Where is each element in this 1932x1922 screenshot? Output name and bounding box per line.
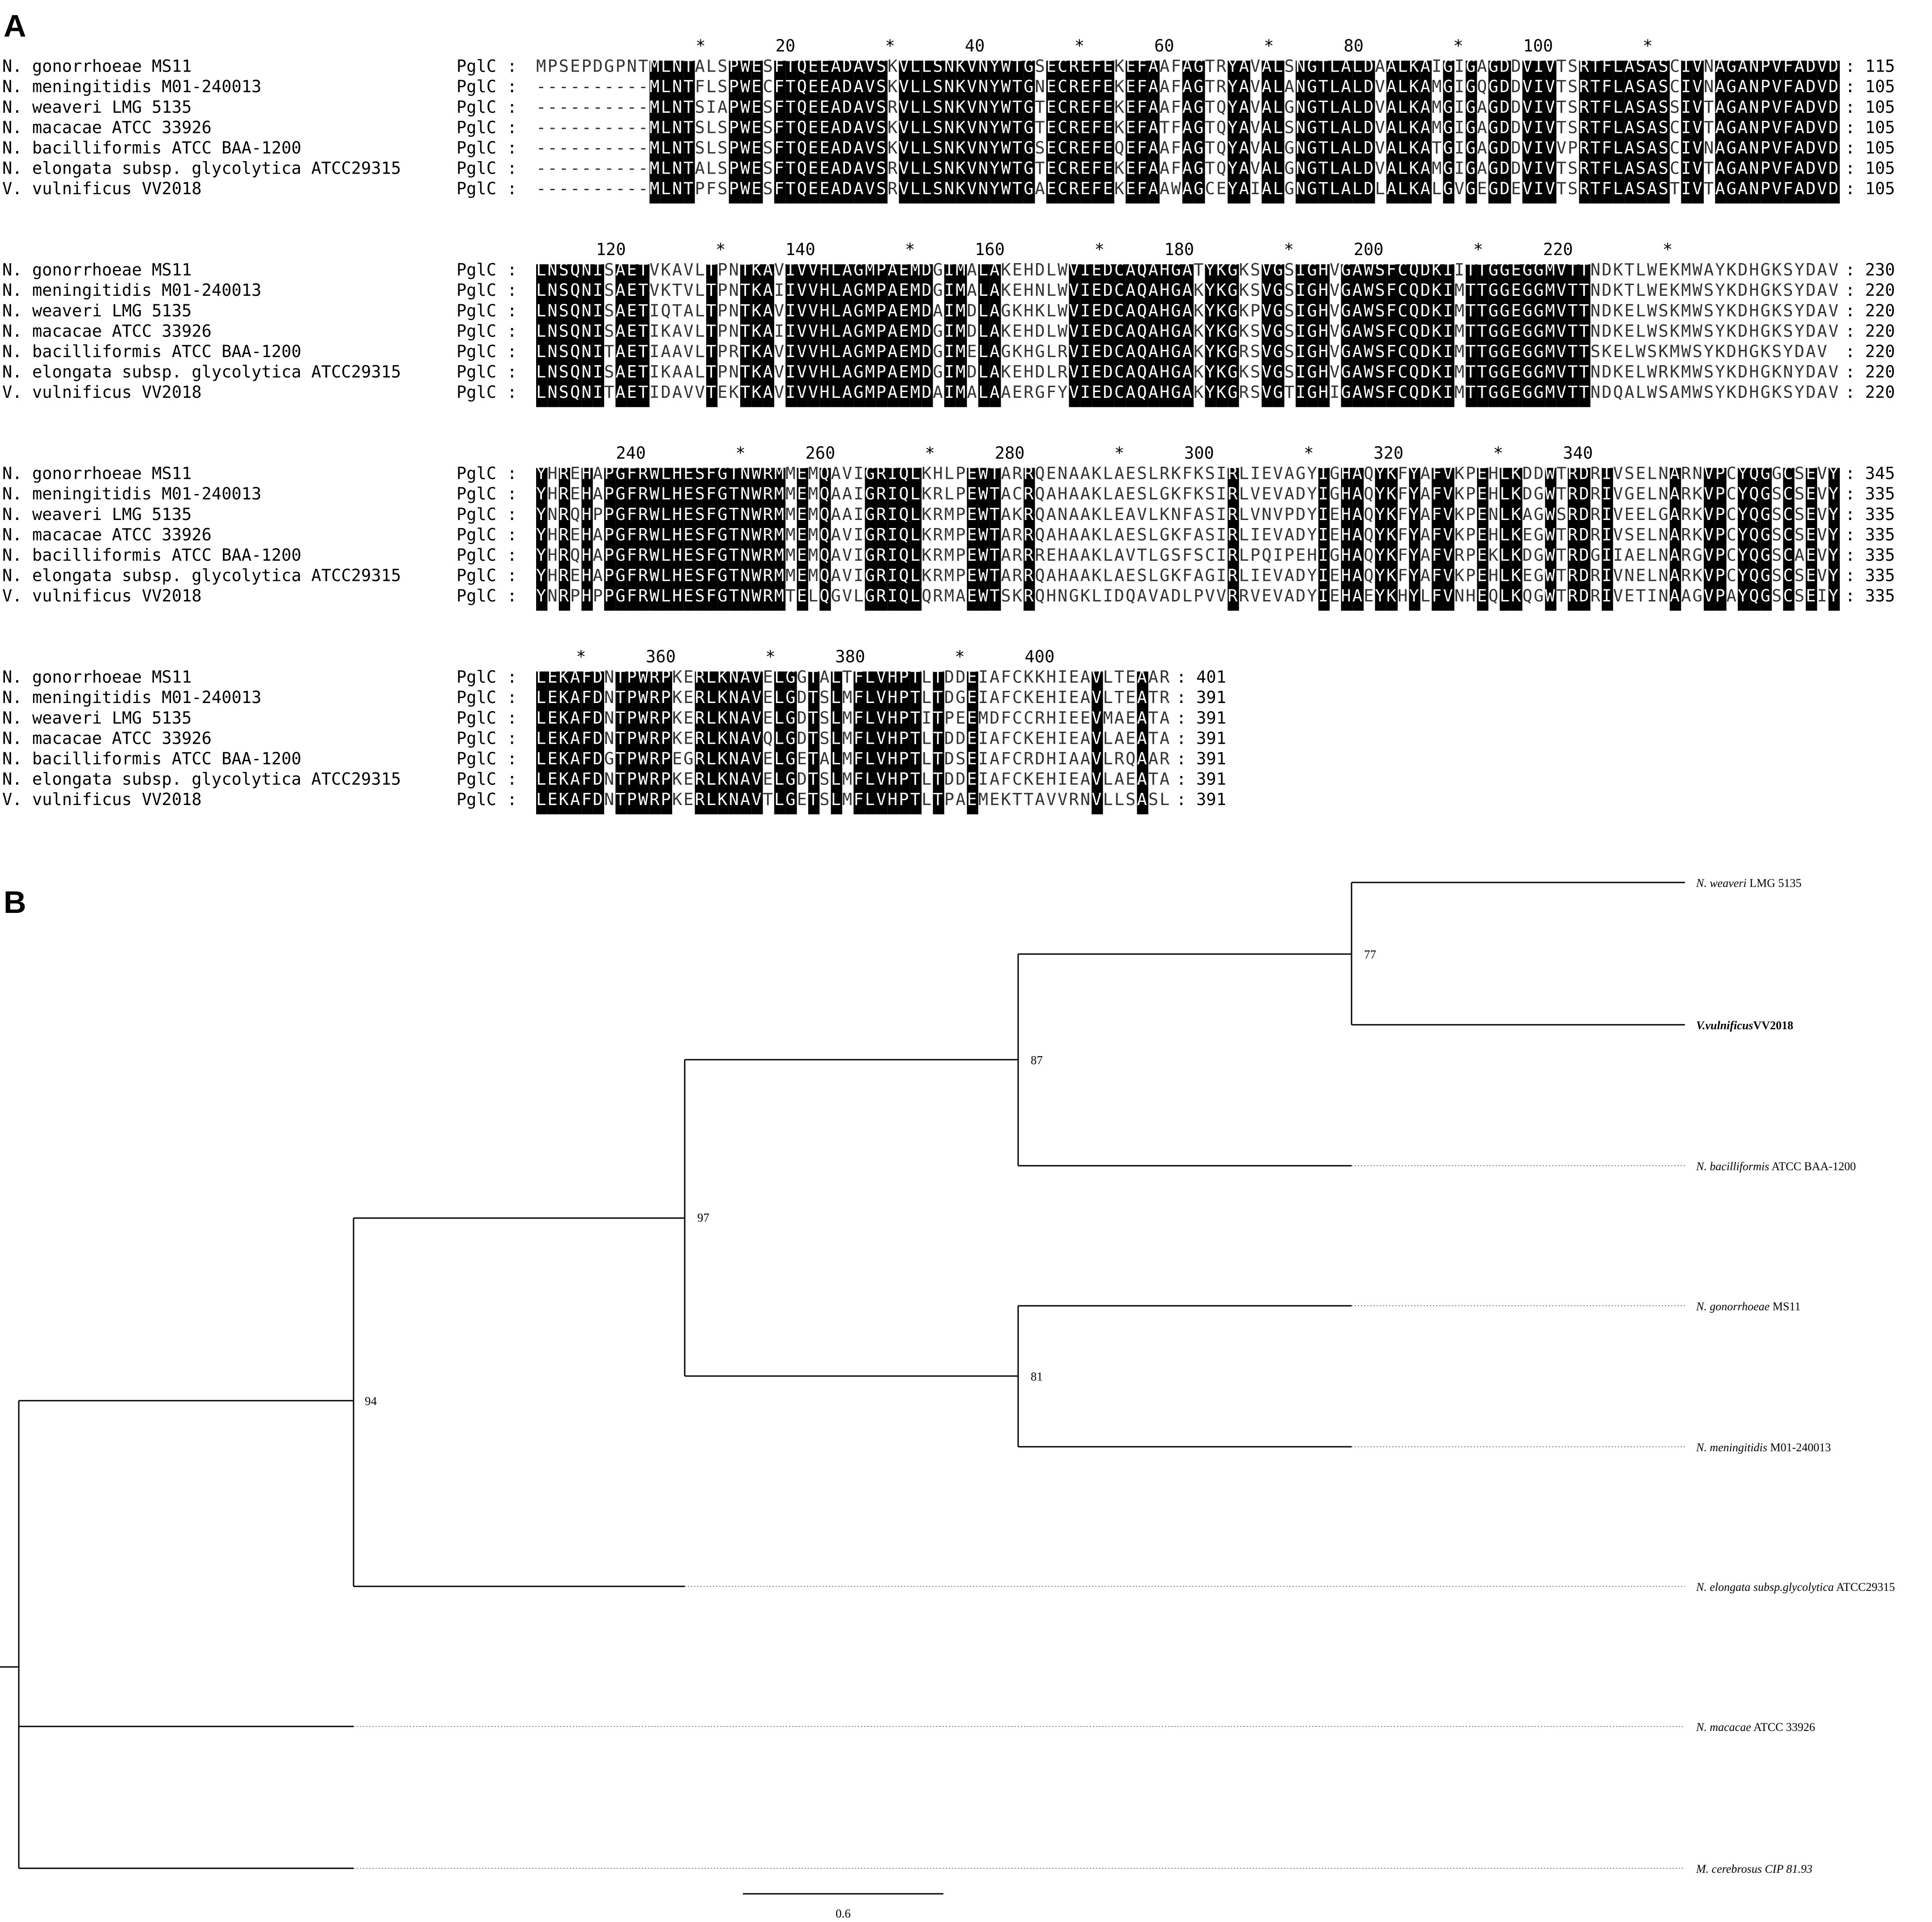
separator: : (507, 729, 517, 748)
sequence-row: ----------MLNTFLSPWECFTQEEADAVSKVLLSNKVNYWTGNECREFEKEFAAFAGTRYAVALANGTLALDVALKAMGIGQGDDVIVTSRTFLASASCIVNAGANPVFADVD (536, 77, 1838, 97)
species-name: N. elongata subsp. glycolytica ATCC29315 (2, 769, 401, 789)
sequence-row: LEKAFDNTPWRPKERLKNAVELGDTSLMFLVHPTITPEEMDFCCRHIEEVMAEATA (536, 708, 1170, 728)
separator: : (507, 118, 517, 137)
sequence-row: YNRPHPPGFRWLHESFGTNWRMTELQGVLGRIQLQRMAEWTSKRQHNGKLIDQAVADLPVVRRVEVADYIEHAEYKHYLFVNHEQLKQGWTRDRIVETINAAGVPAYQGSCSEIY (536, 586, 1838, 606)
leaf-label-highlighted: V.vulnificusVV2018 (1696, 1019, 1793, 1032)
protein-name: PglC (456, 97, 497, 117)
species-name: N. weaveri LMG 5135 (2, 708, 192, 728)
separator: : (507, 97, 517, 117)
protein-name: PglC (456, 790, 497, 810)
separator: : (507, 342, 517, 361)
sequence-row: YHREHAPGFRWLHESFGTNWRMMEMQAVIGRIQLKRMPEWTARRQAHAAKLAESLGKFAGIRLIEVADYIEHAQYKFYAFVKPEHLKEGWTRDRIVNELNARKVPCYQGSCSEVY (536, 566, 1838, 585)
end-position: : 115 (1845, 56, 1895, 76)
protein-name: PglC (456, 504, 497, 524)
species-name: N. gonorrhoeae MS11 (2, 56, 192, 76)
species-name: N. macacae ATCC 33926 (2, 321, 212, 341)
end-position: : 105 (1845, 179, 1895, 199)
species-name: N. elongata subsp. glycolytica ATCC29315 (2, 566, 401, 585)
position-ruler: * 360 * 380 * 400 (536, 647, 1055, 666)
species-name: N. gonorrhoeae MS11 (2, 464, 192, 483)
protein-name: PglC (456, 179, 497, 199)
protein-name: PglC (456, 545, 497, 565)
species-name: N. meningitidis M01-240013 (2, 484, 262, 504)
sequence-row: LNSQNISAETIKAVLTPNTKAIIVVHLAGMPAEMDGIMDLAKEHDLWVIEDCAQAHGAKYKGKSVGSIGHVGAWSFCQDKIMTTGGEGGMVTTNDKELWSKMWSYKDHGKSYDAV (536, 321, 1838, 341)
species-name: V. vulnificus VV2018 (2, 790, 202, 810)
end-position: : 401 (1176, 667, 1226, 687)
end-position: : 345 (1845, 464, 1895, 483)
sequence-row: ----------MLNTALSPWESFTQEEADAVSRVLLSNKVNYWTGTECREFEKEFAAFAGTQYAVALGNGTLALDVALKAMGIGAGDDVIVTSRTFLASASCIVTAGANPVFADVD (536, 158, 1838, 178)
end-position: : 105 (1845, 118, 1895, 137)
separator: : (507, 545, 517, 565)
sequence-row: YHREHAPGFRWLHESFGTNWRMMEMQAVIGRIQLKHLPEWTARRQENAAKLAESLRKFKSIRLIEVAGYIGHAQYKFYAFVKPEHLKDDWTRDRIVSELNARNVPCYQGGCSEVY (536, 464, 1838, 483)
leaf-label: N. macacae ATCC 33926 (1696, 1721, 1815, 1734)
end-position: : 105 (1845, 158, 1895, 178)
species-name: N. bacilliformis ATCC BAA-1200 (2, 342, 302, 361)
protein-name: PglC (456, 708, 497, 728)
protein-name: PglC (456, 118, 497, 137)
separator: : (507, 790, 517, 810)
leaf-label: N. elongata subsp.glycolytica ATCC29315 (1696, 1581, 1895, 1594)
species-name: N. weaveri LMG 5135 (2, 97, 192, 117)
separator: : (507, 688, 517, 707)
separator: : (507, 138, 517, 158)
species-name: N. macacae ATCC 33926 (2, 729, 212, 748)
separator: : (507, 586, 517, 606)
protein-name: PglC (456, 383, 497, 402)
separator: : (507, 464, 517, 483)
species-name: N. bacilliformis ATCC BAA-1200 (2, 749, 302, 768)
end-position: : 220 (1845, 321, 1895, 341)
position-ruler: * 20 * 40 * 60 * 80 * 100 * (536, 36, 1653, 55)
end-position: : 391 (1176, 729, 1226, 748)
sequence-row: LNSQNISAETVKAVLTPNTKAVIVVHLAGMPAEMDGIMALAKEHDLWVIEDCAQAHGATYKGKSVGSIGHVGAWSFCQDKIITTGGEGGMVTTNDKTLWEKMWAYKDHGKSYDAV (536, 260, 1838, 280)
end-position: : 391 (1176, 790, 1226, 810)
species-name: N. elongata subsp. glycolytica ATCC29315 (2, 158, 401, 178)
end-position: : 335 (1845, 566, 1895, 585)
end-position: : 335 (1845, 525, 1895, 545)
protein-name: PglC (456, 769, 497, 789)
separator: : (507, 260, 517, 280)
position-ruler: 240 * 260 * 280 * 300 * 320 * 340 (536, 443, 1593, 463)
end-position: : 335 (1845, 504, 1895, 524)
species-name: N. elongata subsp. glycolytica ATCC29315 (2, 362, 401, 382)
separator: : (507, 56, 517, 76)
species-name: N. weaveri LMG 5135 (2, 301, 192, 320)
separator: : (507, 383, 517, 402)
protein-name: PglC (456, 342, 497, 361)
separator: : (507, 504, 517, 524)
protein-name: PglC (456, 138, 497, 158)
leaf-label: N. gonorrhoeae MS11 (1696, 1300, 1801, 1313)
sequence-row: ----------MLNTPFSPWESFTQEEADAVSRVLLSNKVNYWTGAECREFEKEFAAWAGCEYAIALGNGTLALDLALKALGVGEGDEVIVTSRTFLASASTIVTAGANPVFADVD (536, 179, 1838, 199)
species-name: V. vulnificus VV2018 (2, 586, 202, 606)
bootstrap-87: 87 (1031, 1053, 1043, 1067)
leaf-label: M. cerebrosus CIP 81.93 (1696, 1862, 1813, 1875)
panel-label-b: B (4, 885, 26, 920)
species-name: V. vulnificus VV2018 (2, 383, 202, 402)
protein-name: PglC (456, 566, 497, 585)
separator: : (507, 566, 517, 585)
species-name: N. meningitidis M01-240013 (2, 281, 262, 300)
separator: : (507, 749, 517, 768)
sequence-row: LNSQNITAETIAAVLTPRTKAVIVVHLAGMPAEMDGIMELAGKHGLRVIEDCAQAHGAKYKGRSVGSIGHVGAWSFCQDKIMTTGGEGGMVTTSKELWSKMWSYKDHGKSYDAV (536, 342, 1827, 361)
species-name: V. vulnificus VV2018 (2, 179, 202, 199)
protein-name: PglC (456, 77, 497, 97)
bootstrap-77: 77 (1364, 948, 1376, 961)
end-position: : 220 (1845, 281, 1895, 300)
protein-name: PglC (456, 525, 497, 545)
protein-name: PglC (456, 260, 497, 280)
protein-name: PglC (456, 281, 497, 300)
separator: : (507, 525, 517, 545)
sequence-row: ----------MLNTSIAPWESFTQEEADAVSRVLLSNKVNYWTGTECREFEKEFAAFAGTQYAVALGNGTLALDVALKAMGIGAGDDVIVTSRTFLASASSIVTAGANPVFADVD (536, 97, 1838, 117)
scale-bar-label: 0.6 (836, 1907, 851, 1920)
species-name: N. macacae ATCC 33926 (2, 525, 212, 545)
sequence-row: LEKAFDNTPWRPKERLKNAVELGGTALTFLVHPTLTDDEIAFCKKHIEAVLTEAAR (536, 667, 1170, 687)
sequence-row: YHREHAPGFRWLHESFGTNWRMMEMQAAIGRIQLKRLPEWTACRQAHAAKLAESLGKFKSIRLVEVADYIGHAQYKFYAFVKPEHLKDGWTRDRIVGELNARKVPCYQGSCSEVY (536, 484, 1838, 504)
sequence-row: YHRQHAPGFRWLHESFGTNWRMMEMQAVIGRIQLKRMPEWTARRREHAAKLAVTLGSFSCIRLPQIPEHIGHAQYKFYAFVRPEKLKDGWTRDGIIAELNARGVPCYQGSCAEVY (536, 545, 1838, 565)
protein-name: PglC (456, 158, 497, 178)
sequence-row: LEKAFDGTPWRPEGRLKNAVELGETALMFLVHPTLTDSEIAFCRDHIAAVLRQAAR (536, 749, 1170, 768)
protein-name: PglC (456, 362, 497, 382)
protein-name: PglC (456, 688, 497, 707)
species-name: N. weaveri LMG 5135 (2, 504, 192, 524)
species-name: N. meningitidis M01-240013 (2, 688, 262, 707)
protein-name: PglC (456, 56, 497, 76)
separator: : (507, 301, 517, 320)
sequence-row: ----------MLNTSLSPWESFTQEEADAVSKVLLSNKVNYWTGSECREFEQEFAAFAGTQYAVALGNGTLALDVALKATGIGAGDDVIVVPRTFLASASCIVNAGANPVFADVD (536, 138, 1838, 158)
sequence-row: LNSQNISAETIQTALTPNTKAVIVVHLAGMPAEMDAIMDLAGKHKLWVIEDCAQAHGAKYKGKPVGSIGHVGAWSFCQDKIMTTGGEGGMVTTNDKELWSKMWSYKDHGKSYDAV (536, 301, 1838, 320)
end-position: : 230 (1845, 260, 1895, 280)
species-name: N. bacilliformis ATCC BAA-1200 (2, 545, 302, 565)
sequence-row: MPSEPDGPNTMLNTALSPWESFTQEEADAVSKVLLSNKVNYWTGSECREFEKEFAAFAGTRYAVALSNGTLALDAALKAIGIGAGDDVIVTSRTFLASASCIVNAGANPVFADVD (536, 56, 1838, 76)
separator: : (507, 362, 517, 382)
bootstrap-97: 97 (697, 1211, 709, 1224)
leaf-label: N. meningitidis M01-240013 (1696, 1441, 1831, 1454)
separator: : (507, 281, 517, 300)
species-name: N. gonorrhoeae MS11 (2, 667, 192, 687)
leaf-label: N. weaveri LMG 5135 (1696, 877, 1802, 890)
sequence-row: YHREHAPGFRWLHESFGTNWRMMEMQAVIGRIQLKRMPEWTARRQAHAAKLAESLGKFASIRLIEVADYIEHAQYKFYAFVKPEHLKEGWTRDRIVSELNARKVPCYQGSCSEVY (536, 525, 1838, 545)
protein-name: PglC (456, 667, 497, 687)
sequence-row: LNSQNISAETVKTVLTPNTKAIIVVHLAGMPAEMDGIMALAKEHNLWVIEDCAQAHGAKYKGKSVGSIGHVGAWSFCQDKIMTTGGEGGMVTTNDKTLWEKMWSYKDHGKSYDAV (536, 281, 1838, 300)
separator: : (507, 77, 517, 97)
panel-label-a: A (4, 9, 26, 43)
sequence-row: LEKAFDNTPWRPKERLKNAVELGDTSLMFLVHPTLTDGEIAFCKEHIEAVLTEATR (536, 688, 1170, 707)
end-position: : 105 (1845, 77, 1895, 97)
protein-name: PglC (456, 586, 497, 606)
separator: : (507, 321, 517, 341)
separator: : (507, 708, 517, 728)
end-position: : 335 (1845, 484, 1895, 504)
end-position: : 220 (1845, 301, 1895, 320)
protein-name: PglC (456, 321, 497, 341)
separator: : (507, 484, 517, 504)
end-position: : 391 (1176, 769, 1226, 789)
end-position: : 105 (1845, 138, 1895, 158)
protein-name: PglC (456, 301, 497, 320)
protein-name: PglC (456, 729, 497, 748)
bootstrap-94: 94 (365, 1394, 377, 1408)
species-name: N. bacilliformis ATCC BAA-1200 (2, 138, 302, 158)
separator: : (507, 769, 517, 789)
sequence-row: ----------MLNTSLSPWESFTQEEADAVSKVLLSNKVNYWTGTECREFEKEFATFAGTQYAVALSNGTLALDVALKAMGIGAGDDVIVTSRTFLASASCIVTAGANPVFADVD (536, 118, 1838, 137)
protein-name: PglC (456, 484, 497, 504)
protein-name: PglC (456, 749, 497, 768)
end-position: : 391 (1176, 688, 1226, 707)
end-position: : 220 (1845, 383, 1895, 402)
end-position: : 335 (1845, 545, 1895, 565)
separator: : (507, 179, 517, 199)
position-ruler: 120 * 140 * 160 * 180 * 200 * 220 * (536, 240, 1673, 259)
end-position: : 105 (1845, 97, 1895, 117)
end-position: : 220 (1845, 362, 1895, 382)
end-position: : 391 (1176, 749, 1226, 768)
bootstrap-81: 81 (1031, 1370, 1043, 1383)
species-name: N. meningitidis M01-240013 (2, 77, 262, 97)
species-name: N. macacae ATCC 33926 (2, 118, 212, 137)
separator: : (507, 667, 517, 687)
leaf-label: N. bacilliformis ATCC BAA-1200 (1696, 1160, 1856, 1173)
end-position: : 335 (1845, 586, 1895, 606)
end-position: : 220 (1845, 342, 1895, 361)
separator: : (507, 158, 517, 178)
sequence-row: YNRQHPPGFRWLHESFGTNWRMMEMQAAIGRIQLKRMPEWTAKRQANAAKLEAVLKNFASIRLVNVPDYIEHAQYKFYAFVKPENLKAGWSRDRIVEELGARKVPCYQGSCSEVY (536, 504, 1838, 524)
sequence-row: LEKAFDNTPWRPKERLKNAVQLGDTSLMFLVHPTLTDDEIAFCKEHIEAVLAEATA (536, 729, 1170, 748)
species-name: N. gonorrhoeae MS11 (2, 260, 192, 280)
end-position: : 391 (1176, 708, 1226, 728)
sequence-row: LNSQNITAETIDAVVTEKTKAVIVVHLAGMPAEMDAIMALAAERGFYVIEDCAQAHGAKYKGRSVGTIGHIGAWSFCQDKIMTTGGEGGMVTTNDQALWSAMWSYKDHGKSYDAV (536, 383, 1838, 402)
sequence-row: LEKAFDNTPWRPKERLKNAVTLGETSLMFLVHPTLTPAEMEKTTAVVRNVLLSASL (536, 790, 1170, 810)
sequence-row: LEKAFDNTPWRPKERLKNAVELGDTSLMFLVHPTLTDDEIAFCKEHIEAVLAEATA (536, 769, 1170, 789)
sequence-row: LNSQNISAETIKAALTPNTKAVIVVHLAGMPAEMDGIMDLAKEHDLRVIEDCAQAHGAKYKGKSVGSIGHVGAWSFCQDKIMTTGGEGGMVTTNDKELWRKMWSYKDHGKNYDAV (536, 362, 1838, 382)
protein-name: PglC (456, 464, 497, 483)
